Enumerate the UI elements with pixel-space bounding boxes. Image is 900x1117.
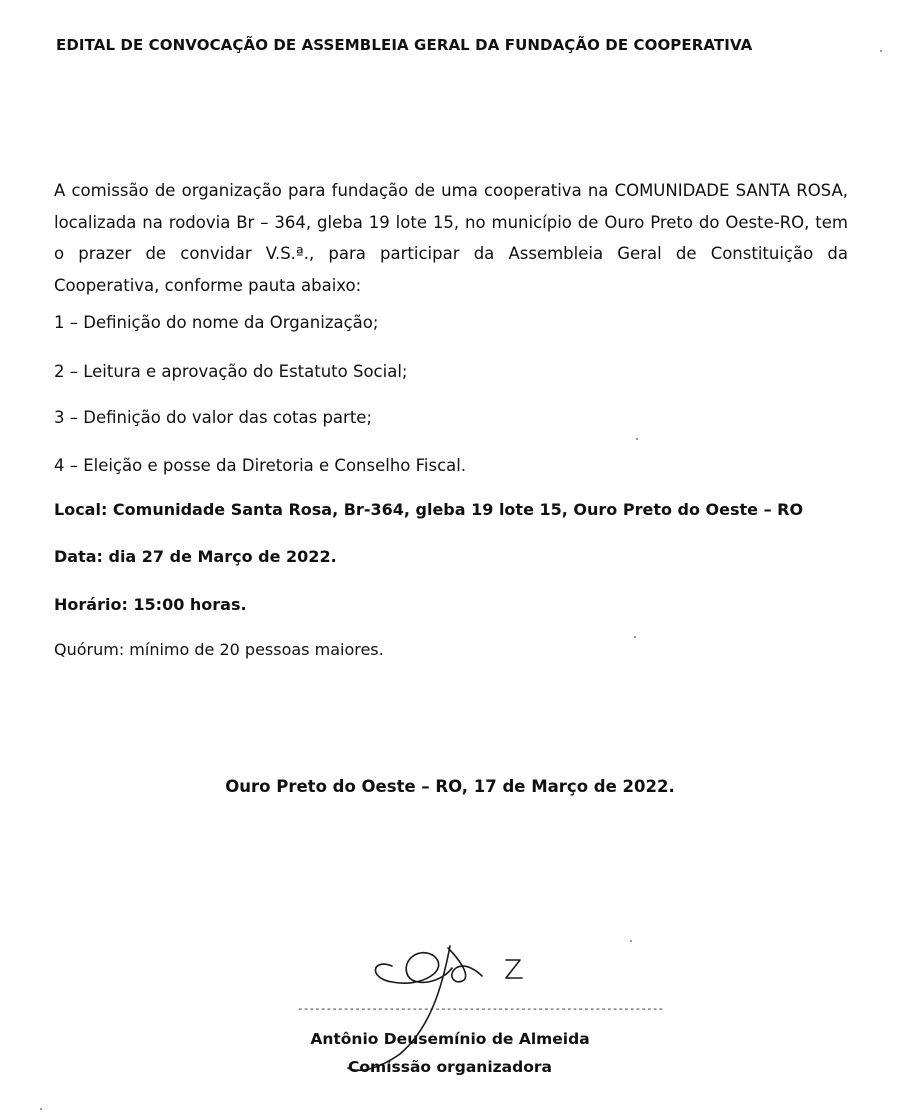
agenda-item-3: 3 – Definição do valor das cotas parte; [54, 408, 373, 427]
agenda-item-2: 2 – Leitura e aprovação do Estatuto Social; [54, 362, 408, 381]
signature-z [506, 960, 522, 978]
meeting-quorum: Quórum: mínimo de 20 pessoas maiores. [54, 640, 384, 659]
signature-swirl [448, 948, 482, 982]
signature-line: ---------------------------------------------------------------- [297, 1002, 664, 1015]
signer-role: Comissão organizadora [348, 1058, 552, 1076]
scan-speck [40, 1108, 42, 1110]
intro-paragraph: A comissão de organização para fundação de uma cooperativa na COMUNIDADE SANTA ROSA, localizada na rodovia Br – 364, gleba 19 lote 15, no município de Ouro Preto do Oeste-RO, tem o prazer de convidar V.S.ª., para participar da Assembleia Geral de Constituição da Cooperativa, conforme pauta abaixo: [54, 181, 848, 295]
scan-speck [636, 438, 638, 440]
agenda-item-4: 4 – Eleição e posse da Diretoria e Conselho Fiscal. [54, 456, 467, 475]
signer-name: Antônio Deusemínio de Almeida [310, 1030, 590, 1048]
scan-speck [630, 940, 632, 942]
meeting-time: Horário: 15:00 horas. [54, 595, 247, 614]
scan-speck [880, 50, 882, 52]
signature-loop [375, 953, 452, 984]
meeting-date: Data: dia 27 de Março de 2022. [54, 547, 337, 566]
document-title: EDITAL DE CONVOCAÇÃO DE ASSEMBLEIA GERAL DA FUNDAÇÃO DE COOPERATIVA [56, 36, 753, 54]
meeting-location: Local: Comunidade Santa Rosa, Br-364, gleba 19 lote 15, Ouro Preto do Oeste – RO [54, 500, 804, 519]
place-and-date: Ouro Preto do Oeste – RO, 17 de Março de 2022. [225, 777, 675, 796]
agenda-item-1: 1 – Definição do nome da Organização; [54, 313, 379, 332]
scan-speck [634, 636, 636, 638]
